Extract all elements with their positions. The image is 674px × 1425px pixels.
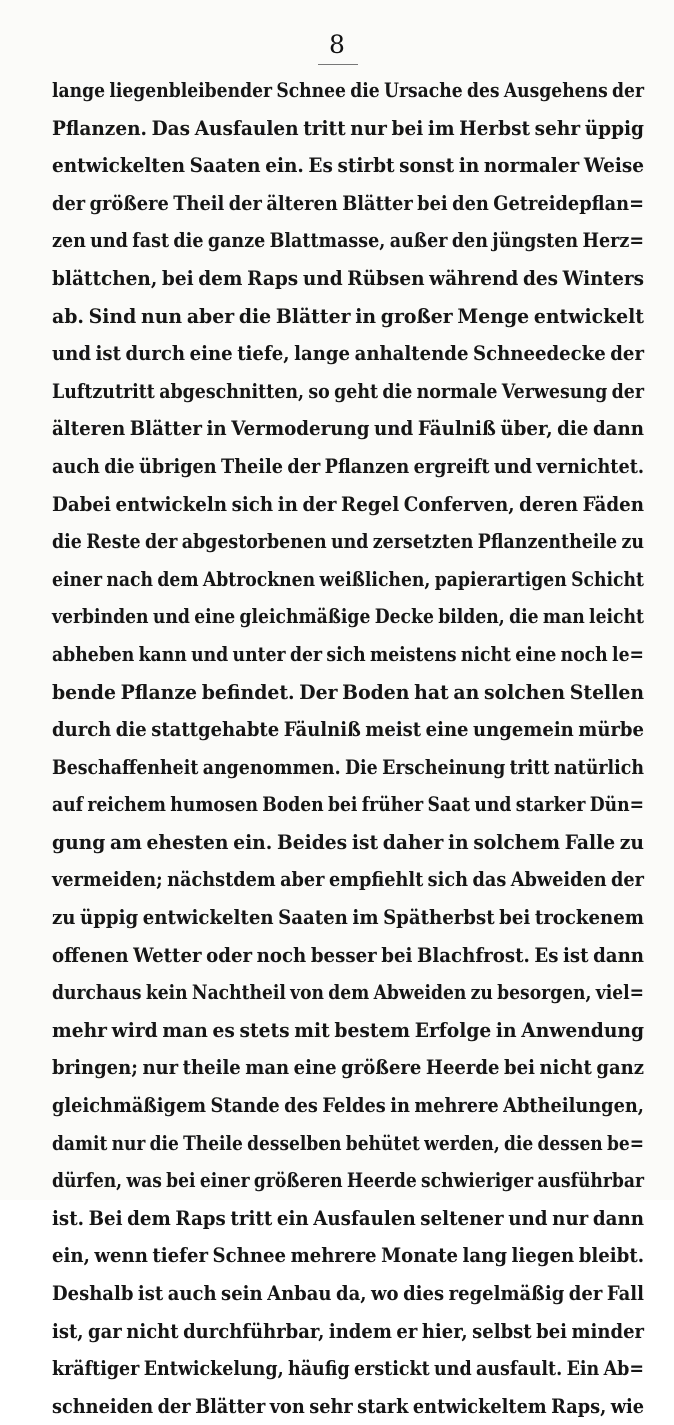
text-line: abheben kann und unter der sich meistens nicht eine noch le= — [52, 641, 644, 666]
text-line: Deshalb ist auch sein Anbau da, wo dies regelmäßig der Fall — [52, 1281, 644, 1305]
text-line: durchaus kein Nachtheil von dem Abweiden zu besorgen, viel= — [52, 980, 644, 1005]
text-line: bringen; nur theile man eine größere Heerde bei nicht ganz — [52, 1055, 644, 1080]
text-line: Luftzutritt abgeschnitten, so geht die normale Verwesung der — [52, 378, 644, 403]
text-line: damit nur die Theile desselben behütet werden, die dessen be= — [52, 1130, 644, 1155]
text-line: einer nach dem Abtrocknen weißlichen, papierartigen Schicht — [52, 566, 644, 591]
text-line: die Reste der abgestorbenen und zersetzten Pflanzentheile zu — [52, 529, 644, 554]
text-line: dürfen, was bei einer größeren Heerde schwieriger ausführbar — [52, 1168, 644, 1193]
text-line: durch die stattgehabte Fäulniß meist eine ungemein mürbe — [52, 717, 644, 742]
text-line: auch die übrigen Theile der Pflanzen ergreift und vernichtet. — [52, 453, 644, 478]
text-line: und ist durch eine tiefe, lange anhaltende Schneedecke der — [52, 341, 644, 366]
text-line: Pflanzen. Das Ausfaulen tritt nur bei im Herbst sehr üppig — [52, 115, 644, 140]
text-line: verbinden und eine gleichmäßige Decke bilden, die man leicht — [52, 604, 644, 629]
text-line: blättchen, bei dem Raps und Rübsen während des Winters — [52, 265, 644, 290]
text-line: Dabei entwickeln sich in der Regel Conferven, deren Fäden — [52, 491, 644, 516]
text-line: entwickelten Saaten ein. Es stirbt sonst in normaler Weise — [52, 153, 644, 178]
text-line: zen und fast die ganze Blattmasse, außer den jüngsten Herz= — [52, 228, 644, 253]
text-line: gleichmäßigem Stande des Feldes in mehrere Abtheilungen, — [52, 1093, 644, 1118]
page-number: 8 — [329, 30, 345, 59]
text-line: auf reichem humosen Boden bei früher Saat und starker Dün= — [52, 792, 644, 817]
text-line: vermeiden; nächstdem aber empfiehlt sich das Abweiden der — [52, 867, 644, 892]
text-line: Beschaffenheit angenommen. Die Erscheinung tritt natürlich — [52, 754, 644, 779]
text-line: bende Pflanze befindet. Der Boden hat an solchen Stellen — [52, 679, 644, 704]
body-text — [52, 72, 644, 1425]
text-line: ab. Sind nun aber die Blätter in großer Menge entwickelt — [52, 303, 644, 328]
text-line: ist, gar nicht durchführbar, indem er hier, selbst bei minder — [52, 1318, 644, 1343]
text-line: mehr wird man es stets mit bestem Erfolge in Anwendung — [52, 1017, 644, 1042]
text-line: lange liegenbleibender Schnee die Ursache des Ausgehens der — [52, 78, 644, 102]
text-line: zu üppig entwickelten Saaten im Spätherbst bei trockenem — [52, 905, 644, 930]
text-line: ein, wenn tiefer Schnee mehrere Monate lang liegen bleibt. — [52, 1243, 644, 1268]
text-line: der größere Theil der älteren Blätter bei den Getreidepflan= — [52, 190, 644, 215]
text-line: kräftiger Entwickelung, häufig erstickt und ausfault. Ein Ab= — [52, 1356, 644, 1381]
text-line: ist. Bei dem Raps tritt ein Ausfaulen seltener und nur dann — [52, 1205, 644, 1230]
text-line: älteren Blätter in Vermoderung und Fäulniß über, die dann — [52, 416, 644, 441]
text-line: schneiden der Blätter von sehr stark entwickeltem Raps, wie — [52, 1393, 644, 1418]
page-number-rule — [318, 64, 358, 65]
text-line: gung am ehesten ein. Beides ist daher in solchem Falle zu — [52, 829, 644, 854]
text-line: offenen Wetter oder noch besser bei Blachfrost. Es ist dann — [52, 942, 644, 967]
